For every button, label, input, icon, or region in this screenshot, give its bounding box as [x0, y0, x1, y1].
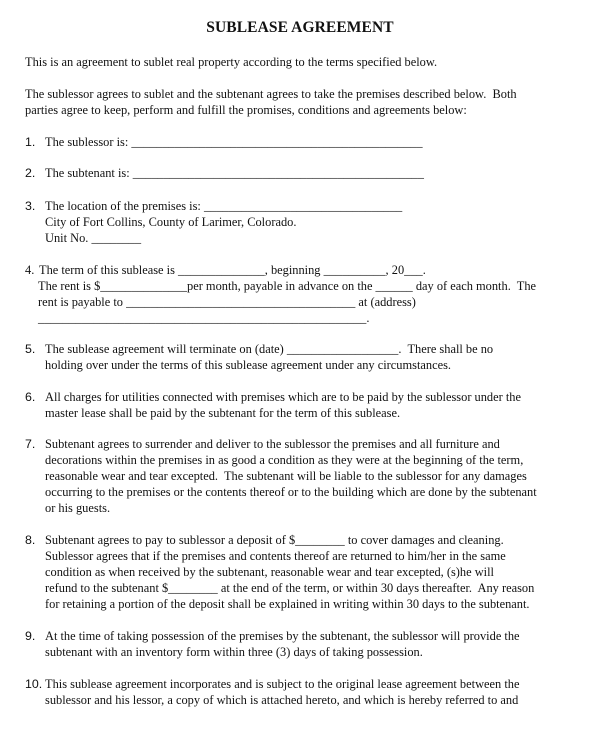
preamble-line-1: The sublessor agrees to sublet and the subtenant agrees to take the premises described below. Both [25, 87, 517, 101]
clause-5 [25, 341, 595, 373]
clause-1 [25, 134, 595, 150]
clause-line: master lease shall be paid by the subtenant for the term of this sublease. [45, 406, 401, 420]
clause-line: The location of the premises is: ________________________________ [45, 199, 403, 213]
clause-line: Subtenant agrees to pay to sublessor a deposit of $________ to cover damages and cleaning. [45, 533, 504, 547]
clause-9 [25, 628, 595, 660]
intro-line: This is an agreement to sublet real property according to the terms specified below. [25, 55, 438, 69]
document-title: SUBLEASE AGREEMENT [206, 19, 394, 36]
clause-number: 6. [25, 390, 36, 404]
preamble-line-2: parties agree to keep, perform and fulfill the promises, conditions and agreements below: [25, 103, 467, 117]
clause-number: 5. [25, 342, 36, 356]
clause-line: All charges for utilities connected with premises which are to be paid by the sublessor under the [45, 390, 521, 404]
preamble-paragraph [25, 86, 595, 118]
clause-line: This sublease agreement incorporates and is subject to the original lease agreement between the [45, 677, 520, 691]
intro-paragraph [25, 54, 595, 70]
clause-8 [25, 532, 595, 612]
clause-line: subtenant with an inventory form within three (3) days of taking possession. [45, 645, 423, 659]
clause-line: sublessor and his lessor, a copy of which is attached hereto, and which is hereby referred to and [45, 693, 519, 707]
clause-10 [25, 676, 595, 708]
clause-line: rent is payable to _____________________________________ at (address) [38, 295, 416, 309]
clause-line: refund to the subtenant $________ at the end of the term, or within 30 days thereafter. Any reason [45, 581, 535, 595]
clause-number: 9. [25, 629, 36, 643]
clause-number: 2. [25, 166, 36, 180]
clause-line: or his guests. [45, 501, 111, 515]
clause-line: The sublessor is: _______________________________________________ [45, 135, 423, 149]
clause-4 [25, 262, 595, 326]
clause-number: 1. [25, 135, 36, 149]
clause-2 [25, 165, 595, 181]
clause-line: The term of this sublease is ______________, beginning __________, 20___. [39, 263, 426, 277]
clause-line: for retaining a portion of the deposit shall be explained in writing within 30 days to the subtenant. [45, 597, 530, 611]
clause-line: Subtenant agrees to surrender and deliver to the sublessor the premises and all furniture and [45, 437, 500, 451]
clause-line: _____________________________________________________. [38, 311, 370, 325]
clause-line: At the time of taking possession of the premises by the subtenant, the sublessor will provide the [45, 629, 520, 643]
clause-3 [25, 198, 595, 246]
clause-line: City of Fort Collins, County of Larimer, Colorado. [45, 215, 297, 229]
clause-number: 10. [25, 677, 43, 691]
clause-line: The rent is $______________per month, payable in advance on the ______ day of each month. The [38, 279, 537, 293]
clause-number: 3. [25, 199, 36, 213]
clause-number: 4. [25, 263, 35, 277]
clause-number: 7. [25, 437, 36, 451]
clause-line: occurring to the premises or the contents thereof or to the building which are done by the subtenant [45, 485, 537, 499]
clause-line: Unit No. ________ [45, 231, 142, 245]
clause-number: 8. [25, 533, 36, 547]
clause-line: condition as when received by the subtenant, reasonable wear and tear excepted, (s)he will [45, 565, 494, 579]
clause-7 [25, 436, 595, 516]
clause-line: The subtenant is: _______________________________________________ [45, 166, 424, 180]
clause-line: decorations within the premises in as good a condition as they were at the beginning of the term, [45, 453, 524, 467]
clause-line: reasonable wear and tear excepted. The subtenant will be liable to the sublessor for any damages [45, 469, 527, 483]
clause-6 [25, 389, 595, 421]
clause-line: holding over under the terms of this sublease agreement under any circumstances. [45, 358, 452, 372]
clause-line: The sublease agreement will terminate on (date) __________________. There shall be no [45, 342, 494, 356]
clause-line: Sublessor agrees that if the premises and contents thereof are returned to him/her in the same [45, 549, 506, 563]
